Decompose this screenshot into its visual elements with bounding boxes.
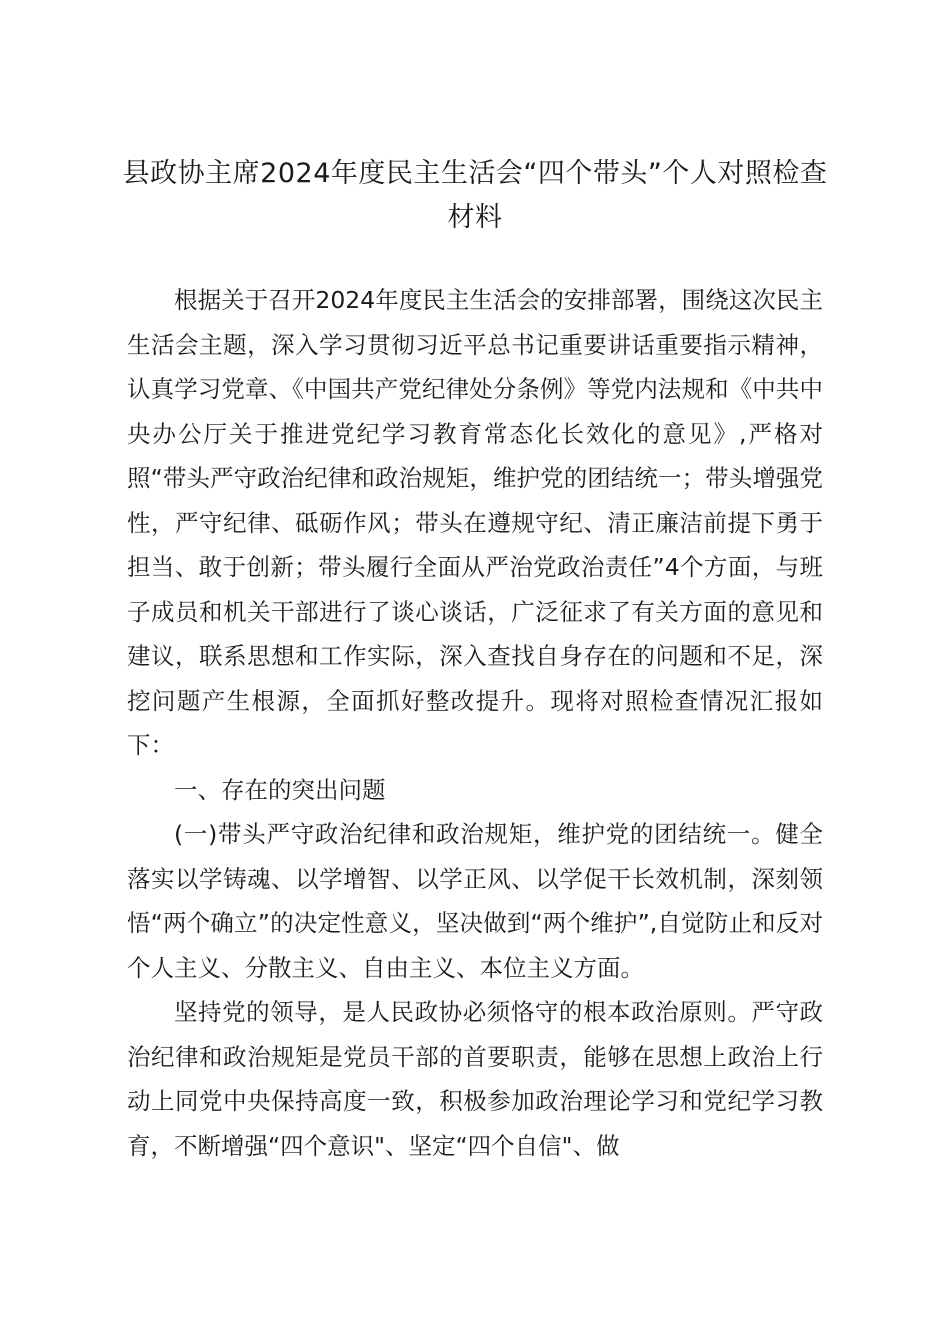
body-paragraph: 坚持党的领导，是人民政协必须恪守的根本政治原则。严守政治纪律和政治规矩是党员干部的首要职责，能够在思想上政治上行动上同党中央保持高度一致，积极参加政治理论学习和党纪学习教育，不断增强“四个意识"、坚定“四个自信"、做 — [127, 998, 823, 1160]
document-title: 县政协主席2024年度民主生活会“四个带头”个人对照检查材料 — [122, 158, 828, 233]
section-heading: 一、存在的突出问题 — [174, 775, 386, 804]
subsection-paragraph: (一)带头严守政治纪律和政治规矩，维护党的团结统一。健全落实以学铸魂、以学增智、以学正风、以学促干长效机制，深刻领悟“两个确立”的决定性意义，坚决做到“两个维护”,自觉防止和反对个人主义、分散主义、自由主义、本位主义方面。 — [127, 820, 823, 982]
intro-paragraph: 根据关于召开2024年度民主生活会的安排部署，围绕这次民主生活会主题，深入学习贯彻习近平总书记重要讲话重要指示精神，认真学习党章、《中国共产党纪律处分条例》等党内法规和《中共中央办公厅关于推进党纪学习教育常态化长效化的意见》,严格对照“带头严守政治纪律和政治规矩，维护党的团结统一；带头增强党性，严守纪律、砥砺作风；带头在遵规守纪、清正廉洁前提下勇于担当、敢于创新；带头履行全面从严治党政治责任”4个方面，与班子成员和机关干部进行了谈心谈话，广泛征求了有关方面的意见和建议，联系思想和工作实际，深入查找自身存在的问题和不足，深挖问题产生根源，全面抓好整改提升。现将对照检查情况汇报如下： — [127, 286, 823, 759]
document-body — [127, 278, 823, 1168]
